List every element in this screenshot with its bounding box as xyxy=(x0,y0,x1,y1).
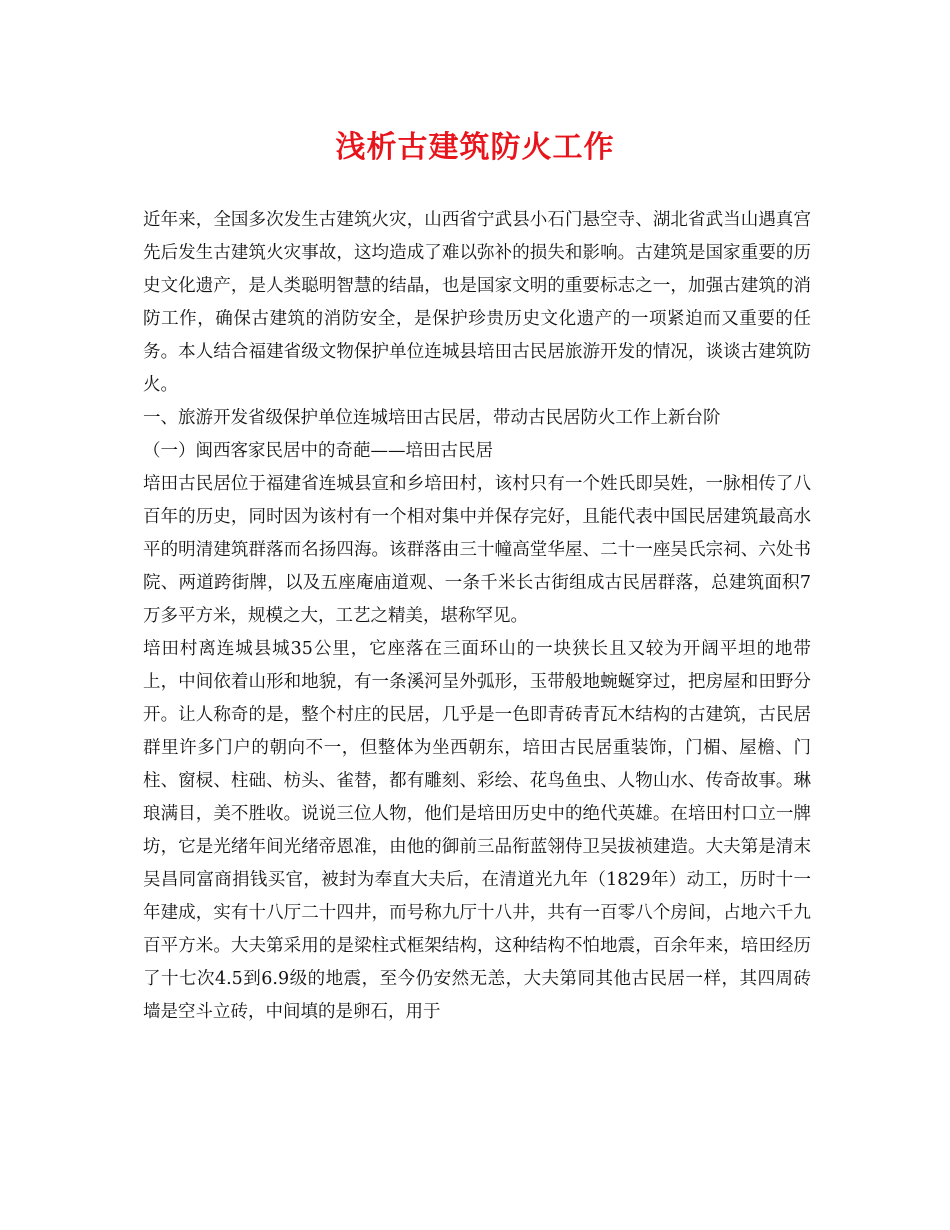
body-paragraph-2: 培田村离连城县城35公里，它座落在三面环山的一块狭长且又较为开阔平坦的地带上，中间依着山形和地貌，有一条溪河呈外弧形，玉带般地蜿蜒穿过，把房屋和田野分开。让人称奇的是，整个村庄的民居，几乎是一色即青砖青瓦木结构的古建筑，古民居群里许多门户的朝向不一，但整体为坐西朝东，培田古民居重装饰，门楣、屋檐、门柱、窗棂、柱础、枋头、雀替，都有雕刻、彩绘、花鸟鱼虫、人物山水、传奇故事。琳琅满目，美不胜收。说说三位人物，他们是培田历史中的绝代英雄。在培田村口立一牌坊，它是光绪年间光绪帝恩准，由他的御前三品衔蓝翎侍卫吴拔祯建造。大夫第是清末吴昌同富商捐钱买官，被封为奉直大夫后，在清道光九年（1829年）动工，历时十一年建成，实有十八厅二十四井，而号称九厅十八井，共有一百零八个房间，占地六千九百平方米。大夫第采用的是梁柱式框架结构，这种结构不怕地震，百余年来，培田经历了十七次4.5到6.9级的地震，至今仍安然无恙，大夫第同其他古民居一样，其四周砖墙是空斗立砖，中间填的是卵石，用于 xyxy=(143,639,811,1022)
subsection-heading-1: （一）闽西客家民居中的奇葩——培田古民居 xyxy=(143,441,493,461)
document-title: 浅析古建筑防火工作 xyxy=(335,130,615,165)
body-paragraph-1: 培田古民居位于福建省连城县宣和乡培田村，该村只有一个姓氏即吴姓，一脉相传了八百年的历史，同时因为该村有一个相对集中并保存完好，且能代表中国民居建筑最高水平的明清建筑群落而名扬四海。该群落由三十幢高堂华屋、二十一座吴氏宗祠、六处书院、两道跨街牌，以及五座庵庙道观、一条千米长古街组成古民居群落，总建筑面积7万多平方米，规模之大，工艺之精美，堪称罕见。 xyxy=(143,474,811,626)
section-heading-1: 一、旅游开发省级保护单位连城培田古民居，带动古民居防火工作上新台阶 xyxy=(143,408,721,428)
intro-paragraph: 近年来，全国多次发生古建筑火灾，山西省宁武县小石门悬空寺、湖北省武当山遇真宫先后发生古建筑火灾事故，这均造成了难以弥补的损失和影响。古建筑是国家重要的历史文化遗产，是人类聪明智慧的结晶，也是国家文明的重要标志之一，加强古建筑的消防工作，确保古建筑的消防安全，是保护珍贵历史文化遗产的一项紧迫而又重要的任务。本人结合福建省级文物保护单位连城县培田古民居旅游开发的情况，谈谈古建筑防火。 xyxy=(143,210,811,395)
document-body xyxy=(143,204,811,1029)
